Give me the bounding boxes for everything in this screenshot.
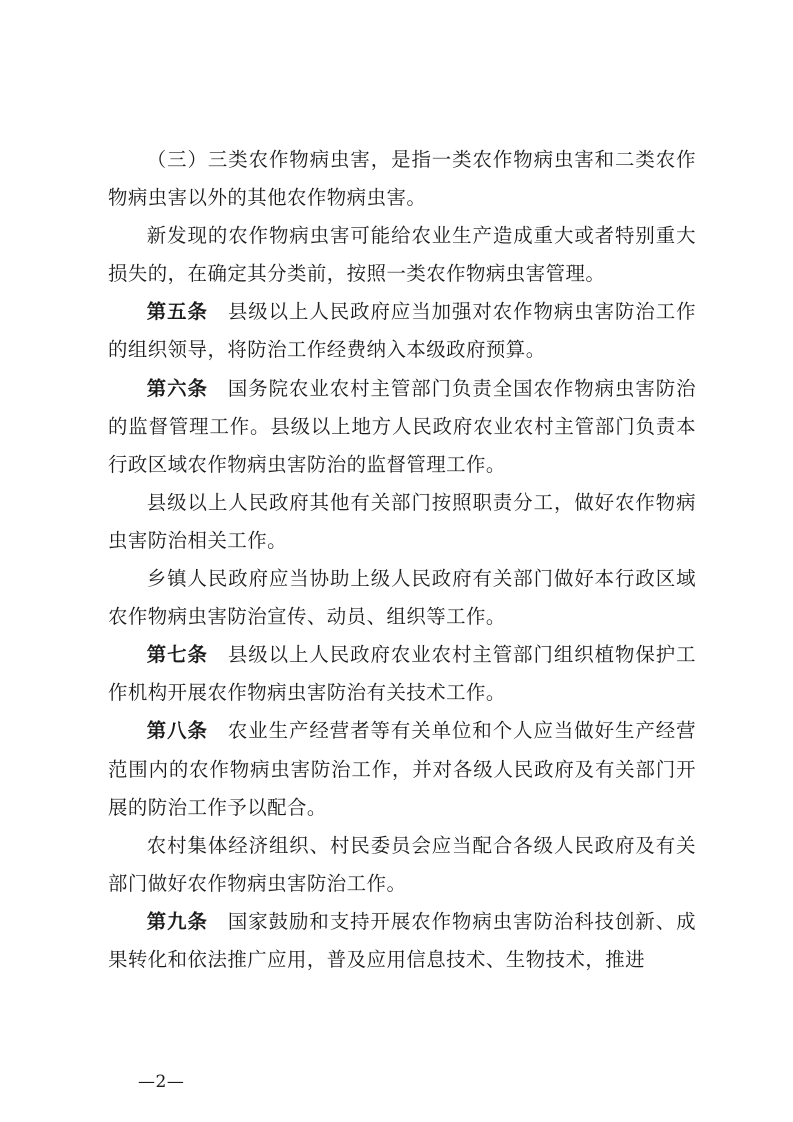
article-text: 国务院农业农村主管部门负责全国农作物病虫害防治的监督管理工作。县级以上地方人民政府农业农村主管部门负责本行政区域农作物病虫害防治的监督管理工作。 — [108, 376, 697, 476]
article-6 — [108, 370, 696, 484]
article-heading: 第九条 — [146, 909, 208, 933]
article-text: 国家鼓励和支持开展农作物病虫害防治科技创新、成果转化和依法推广应用，普及应用信息技术、生物技术，推进 — [108, 909, 697, 971]
article-9 — [108, 903, 696, 979]
article-8 — [108, 712, 696, 826]
article-heading: 第八条 — [146, 719, 208, 743]
paragraph-text: 县级以上人民政府其他有关部门按照职责分工，做好农作物病虫害防治相关工作。 — [108, 490, 696, 552]
article-text: 县级以上人民政府应当加强对农作物病虫害防治工作的组织领导，将防治工作经费纳入本级政府预算。 — [108, 300, 697, 362]
paragraph-new-pests — [108, 217, 696, 293]
article-text: 县级以上人民政府农业农村主管部门组织植物保护工作机构开展农作物病虫害防治有关技术工作。 — [108, 643, 697, 705]
page-number: —2— — [138, 1072, 185, 1092]
article-heading: 第六条 — [146, 376, 208, 400]
article-text: 农业生产经营者等有关单位和个人应当做好生产经营范围内的农作物病虫害防治工作，并对各级人民政府及有关部门开展的防治工作予以配合。 — [108, 719, 697, 819]
paragraph-text: 新发现的农作物病虫害可能给农业生产造成重大或者特别重大损失的，在确定其分类前，按照一类农作物病虫害管理。 — [108, 224, 696, 286]
article-heading: 第七条 — [146, 643, 208, 667]
paragraph-other-departments — [108, 484, 696, 560]
paragraph-category-three — [108, 141, 696, 217]
paragraph-township-government — [108, 560, 696, 636]
paragraph-village-organizations — [108, 827, 696, 903]
paragraph-text: 农村集体经济组织、村民委员会应当配合各级人民政府及有关部门做好农作物病虫害防治工作。 — [108, 833, 696, 895]
paragraph-text: 乡镇人民政府应当协助上级人民政府有关部门做好本行政区域农作物病虫害防治宣传、动员、组织等工作。 — [108, 567, 696, 629]
article-5 — [108, 293, 696, 369]
document-body — [108, 141, 696, 979]
article-7 — [108, 636, 696, 712]
article-heading: 第五条 — [146, 300, 208, 324]
paragraph-text: （三）三类农作物病虫害，是指一类农作物病虫害和二类农作物病虫害以外的其他农作物病虫害。 — [108, 148, 696, 210]
